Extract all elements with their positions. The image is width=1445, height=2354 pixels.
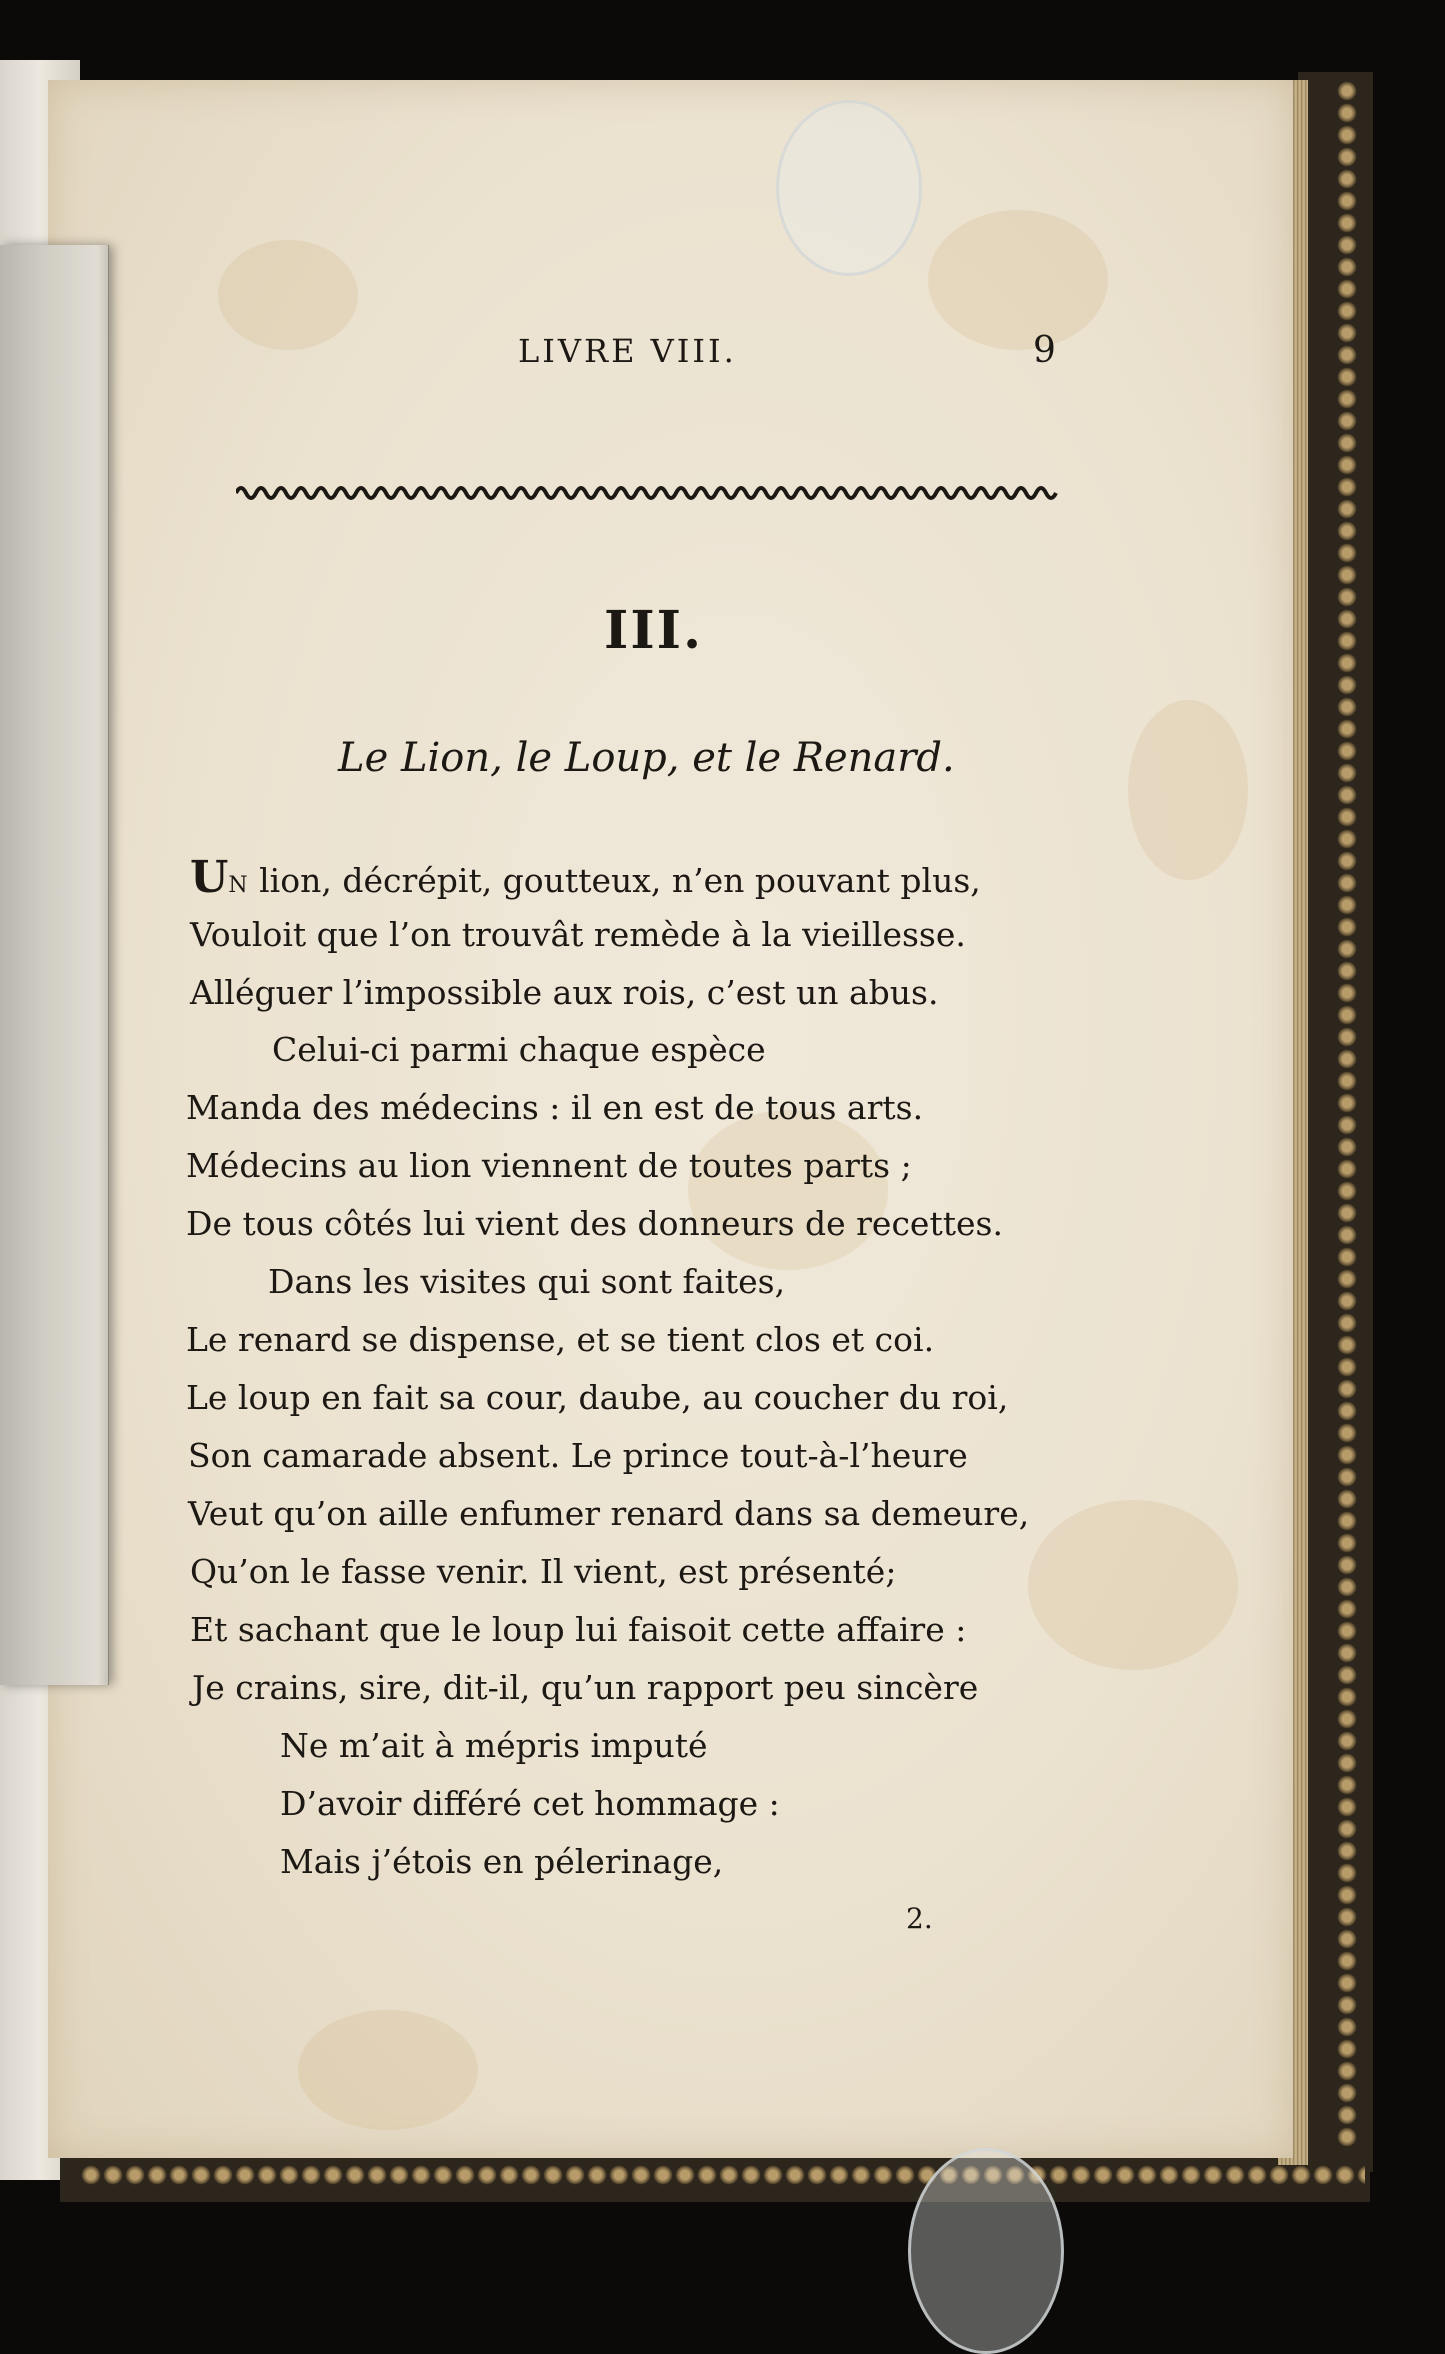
verse-line: Celui-ci parmi chaque espèce (272, 1030, 766, 1069)
verse-text: lion, décrépit, goutteux, n’en pouvant plus, (248, 861, 981, 900)
running-head: LIVRE VIII. (518, 332, 737, 370)
verse-line: D’avoir différé cet hommage : (280, 1784, 780, 1823)
book-page (48, 80, 1293, 2158)
verse-line: Veut qu’on aille enfumer renard dans sa demeure, (188, 1494, 1030, 1533)
wavy-rule-ornament (236, 478, 1058, 508)
verse-line: Qu’on le fasse venir. Il vient, est présenté; (190, 1552, 897, 1591)
verse-line: Vouloit que l’on trouvât remède à la vieillesse. (190, 915, 966, 954)
gilt-border-bottom (80, 2164, 1365, 2186)
verse-line: Dans les visites qui sont faites, (268, 1262, 786, 1301)
verse-line: Ne m’ait à mépris imputé (280, 1726, 708, 1765)
verse-line: Et sachant que le loup lui faisoit cette affaire : (190, 1610, 967, 1649)
verse-line: De tous côtés lui vient des donneurs de recettes. (186, 1204, 1003, 1243)
page-clip-top (776, 100, 922, 276)
verse-line: Alléguer l’impossible aux rois, c’est un abus. (190, 973, 939, 1012)
small-cap: N (228, 873, 249, 898)
verse-line: Son camarade absent. Le prince tout-à-l’heure (188, 1436, 968, 1475)
verse-line: Manda des médecins : il en est de tous arts. (186, 1088, 924, 1127)
verse-line: Le renard se dispense, et se tient clos et coi. (186, 1320, 935, 1359)
page-clip-bottom (908, 2148, 1064, 2354)
page-number: 9 (1033, 330, 1056, 371)
signature-mark: 2. (906, 1902, 933, 1935)
tissue-interleaf (0, 245, 109, 1685)
verse-line: Le loup en fait sa cour, daube, au coucher du roi, (186, 1378, 1009, 1417)
drop-cap: U (190, 852, 229, 903)
verse-line: Mais j’étois en pélerinage, (280, 1842, 724, 1881)
section-number: III. (604, 600, 704, 661)
verse-line: Je crains, sire, dit-il, qu’un rapport peu sincère (192, 1668, 979, 1707)
verse-line: Médecins au lion viennent de toutes parts ; (186, 1146, 912, 1185)
verse-line-1 (48, 852, 1290, 903)
fable-title: Le Lion, le Loup, et le Renard. (338, 735, 955, 781)
